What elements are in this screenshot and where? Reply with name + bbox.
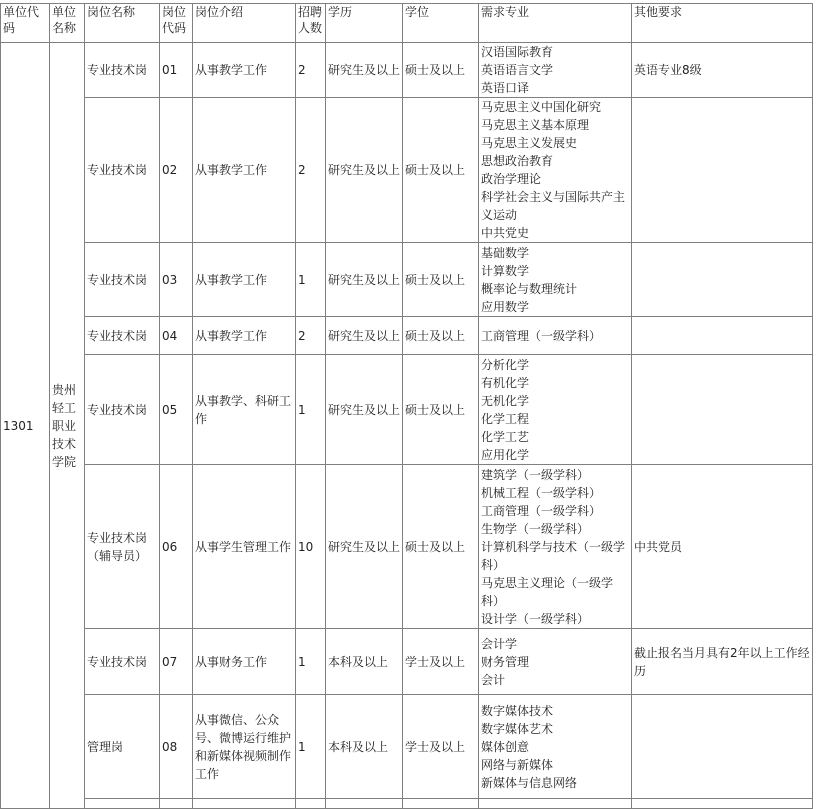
other-requirement-cell xyxy=(632,317,813,355)
header-row xyxy=(1,4,813,43)
table-row xyxy=(1,43,813,98)
major-item: 工商管理（一级学科） xyxy=(481,328,602,343)
majors-cell xyxy=(479,317,632,355)
other-requirement-cell xyxy=(632,695,813,799)
major-item: 数字媒体艺术 xyxy=(481,721,554,736)
post-code-cell: 04 xyxy=(160,317,193,355)
post-code-cell: 03 xyxy=(160,243,193,317)
header-cell-other: 其他要求 xyxy=(632,4,813,43)
major-item: 会计学 xyxy=(481,636,518,651)
majors-cell xyxy=(479,629,632,695)
major-item: 媒体创意 xyxy=(481,739,530,754)
post-name-cell: 管理岗 xyxy=(85,695,160,799)
degree-cell: 硕士及以上 xyxy=(403,317,479,355)
other-requirement-cell: 中共党员 xyxy=(632,465,813,629)
count-cell: 1 xyxy=(296,695,326,799)
post-intro-cell: 从事教学工作 xyxy=(193,98,296,243)
other-requirement-cell xyxy=(632,243,813,317)
post-code-cell: 01 xyxy=(160,43,193,98)
degree-cell: 硕士及以上 xyxy=(403,98,479,243)
table-row xyxy=(1,243,813,317)
post-code-cell: 07 xyxy=(160,629,193,695)
post-intro-cell: 从事财务工作 xyxy=(193,629,296,695)
education-cell: 研究生及以上 xyxy=(326,355,403,465)
majors-cell xyxy=(479,243,632,317)
degree-cell: 硕士及以上 xyxy=(403,243,479,317)
education-cell: 本科及以上 xyxy=(326,629,403,695)
major-item: 概率论与数理统计 xyxy=(481,281,578,296)
majors-cell xyxy=(479,465,632,629)
post-intro-cell: 从事微信、公众号、微博运行维护和新媒体视频制作工作 xyxy=(193,695,296,799)
header-cell-education: 学历 xyxy=(326,4,403,43)
post-intro-cell: 从事教学工作 xyxy=(193,43,296,98)
post-name-cell: 专业技术岗 xyxy=(85,98,160,243)
empty-cell xyxy=(296,799,326,809)
major-item: 基础数学 xyxy=(481,245,530,260)
table-row xyxy=(1,98,813,243)
major-item: 马克思主义发展史 xyxy=(481,136,578,150)
education-cell: 研究生及以上 xyxy=(326,98,403,243)
major-item: 有机化学 xyxy=(481,375,530,390)
unit-code-cell: 1301 xyxy=(1,43,50,809)
header-cell-unit-name: 单位名称 xyxy=(50,4,85,43)
count-cell: 1 xyxy=(296,355,326,465)
empty-cell xyxy=(193,799,296,809)
major-item: 英语口译 xyxy=(481,81,530,95)
post-code-cell: 06 xyxy=(160,465,193,629)
post-name-cell: 专业技术岗（辅导员） xyxy=(85,465,160,629)
education-cell: 研究生及以上 xyxy=(326,43,403,98)
major-item: 马克思主义基本原理 xyxy=(481,118,590,132)
post-code-cell: 08 xyxy=(160,695,193,799)
table-row xyxy=(1,629,813,695)
post-name-cell: 专业技术岗 xyxy=(85,629,160,695)
table-row xyxy=(1,465,813,629)
post-name-cell: 专业技术岗 xyxy=(85,317,160,355)
majors-cell xyxy=(479,43,632,98)
header-cell-degree: 学位 xyxy=(403,4,479,43)
table-row xyxy=(1,355,813,465)
unit-name-cell: 贵州轻工职业技术学院 xyxy=(50,43,85,809)
post-name-cell: 专业技术岗 xyxy=(85,43,160,98)
degree-cell: 硕士及以上 xyxy=(403,355,479,465)
majors-cell xyxy=(479,355,632,465)
empty-cell xyxy=(160,799,193,809)
major-item: 会计 xyxy=(481,672,506,687)
education-cell: 研究生及以上 xyxy=(326,317,403,355)
major-item: 英语语言文学 xyxy=(481,63,554,77)
header-cell-post-name: 岗位名称 xyxy=(85,4,160,43)
other-requirement-cell: 截止报名当月具有2年以上工作经历 xyxy=(632,629,813,695)
major-item: 应用数学 xyxy=(481,299,530,314)
table-row xyxy=(1,799,813,809)
education-cell: 研究生及以上 xyxy=(326,465,403,629)
major-item: 计算机科学与技术（一级学科） xyxy=(481,539,626,572)
major-item: 无机化学 xyxy=(481,393,530,408)
degree-cell: 学士及以上 xyxy=(403,629,479,695)
education-cell: 研究生及以上 xyxy=(326,243,403,317)
table-row xyxy=(1,317,813,355)
major-item: 思想政治教育 xyxy=(481,154,554,168)
major-item: 生物学（一级学科） xyxy=(481,521,590,536)
other-requirement-cell xyxy=(632,355,813,465)
major-item: 机械工程（一级学科） xyxy=(481,485,602,500)
major-item: 化学工艺 xyxy=(481,429,530,444)
major-item: 建筑学（一级学科） xyxy=(481,467,590,482)
empty-cell xyxy=(85,799,160,809)
count-cell: 1 xyxy=(296,629,326,695)
major-item: 计算数学 xyxy=(481,263,530,278)
majors-cell xyxy=(479,98,632,243)
header-cell-count: 招聘人数 xyxy=(296,4,326,43)
post-intro-cell: 从事教学工作 xyxy=(193,243,296,317)
table-row xyxy=(1,695,813,799)
post-intro-cell: 从事学生管理工作 xyxy=(193,465,296,629)
post-name-cell: 专业技术岗 xyxy=(85,355,160,465)
empty-cell xyxy=(479,799,632,809)
count-cell: 2 xyxy=(296,98,326,243)
major-item: 应用化学 xyxy=(481,447,530,462)
count-cell: 2 xyxy=(296,317,326,355)
count-cell: 1 xyxy=(296,243,326,317)
major-item: 马克思主义中国化研究 xyxy=(481,100,602,114)
post-name-cell: 专业技术岗 xyxy=(85,243,160,317)
count-cell: 2 xyxy=(296,43,326,98)
post-code-cell: 05 xyxy=(160,355,193,465)
header-cell-post-code: 岗位代码 xyxy=(160,4,193,43)
major-item: 网络与新媒体 xyxy=(481,757,554,772)
post-code-cell: 02 xyxy=(160,98,193,243)
major-item: 工商管理（一级学科） xyxy=(481,503,602,518)
major-item: 政治学理论 xyxy=(481,172,542,186)
major-item: 马克思主义理论（一级学科） xyxy=(481,575,614,608)
header-cell-majors: 需求专业 xyxy=(479,4,632,43)
major-item: 新媒体与信息网络 xyxy=(481,775,578,790)
count-cell: 10 xyxy=(296,465,326,629)
major-item: 科学社会主义与国际共产主义运动 xyxy=(481,190,626,222)
post-intro-cell: 从事教学工作 xyxy=(193,317,296,355)
degree-cell: 硕士及以上 xyxy=(403,43,479,98)
empty-cell xyxy=(403,799,479,809)
majors-cell xyxy=(479,695,632,799)
post-intro-cell: 从事教学、科研工作 xyxy=(193,355,296,465)
degree-cell: 硕士及以上 xyxy=(403,465,479,629)
header-cell-unit-code: 单位代码 xyxy=(1,4,50,43)
major-item: 分析化学 xyxy=(481,357,530,372)
header-cell-post-intro: 岗位介绍 xyxy=(193,4,296,43)
empty-cell xyxy=(632,799,813,809)
other-requirement-cell xyxy=(632,98,813,243)
major-item: 数字媒体技术 xyxy=(481,703,554,718)
empty-cell xyxy=(326,799,403,809)
education-cell: 本科及以上 xyxy=(326,695,403,799)
major-item: 设计学（一级学科） xyxy=(481,611,590,626)
major-item: 汉语国际教育 xyxy=(481,45,554,59)
major-item: 财务管理 xyxy=(481,654,530,669)
major-item: 化学工程 xyxy=(481,411,530,426)
recruitment-table xyxy=(0,3,813,809)
other-requirement-cell: 英语专业8级 xyxy=(632,43,813,98)
degree-cell: 学士及以上 xyxy=(403,695,479,799)
major-item: 中共党史 xyxy=(481,226,530,240)
